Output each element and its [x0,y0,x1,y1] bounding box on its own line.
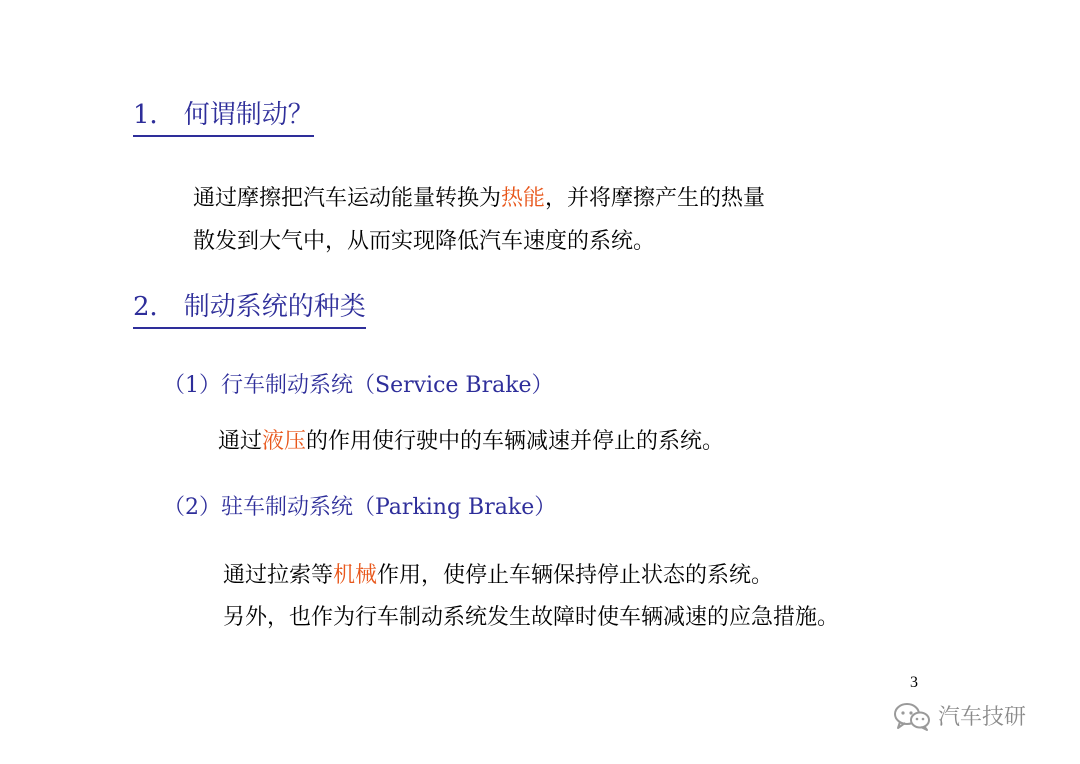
watermark-text: 汽车技研 [938,705,1027,730]
section1-line1-before: 通过摩擦把汽车运动能量转换为 [193,186,502,211]
item2-desc2: 另外，也作为行车制动系统发生故障时使车辆减速的应急措施。 [223,605,840,630]
item2-desc1-before: 通过拉索等 [223,563,334,588]
item1-desc-before: 通过 [218,429,263,454]
section1-line1-after: ，并将摩擦产生的热量 [545,186,766,211]
section2-title-underline [133,327,366,329]
section2-title-text: 2． 制动系统的种类 [133,292,366,322]
page-number: 3 [910,674,918,691]
item1-desc [218,431,724,453]
item2-desc1-after: 作用，使停止车辆保持停止状态的系统。 [377,563,774,588]
section2-title [133,292,366,329]
item2-desc1 [223,565,773,587]
item2-desc1-highlight: 机械 [333,563,378,588]
item1-desc-highlight: 液压 [262,429,307,454]
section1-title-text: 1． 何谓制动？ [133,100,314,130]
item1-desc-after: 的作用使行驶中的车辆减速并停止的系统。 [306,429,725,454]
watermark [892,700,1026,731]
section1-line2: 散发到大气中，从而实现降低汽车速度的系统。 [193,229,656,254]
section1-title-underline [133,135,314,137]
wechat-icon [892,701,932,731]
section1-line1-highlight: 热能 [501,186,546,211]
item1-label: （1）行车制动系统（Service Brake） [163,373,554,398]
section1-line1 [193,188,765,210]
item2-label: （2）驻车制动系统（Parking Brake） [163,495,557,520]
section1-title [133,100,314,137]
